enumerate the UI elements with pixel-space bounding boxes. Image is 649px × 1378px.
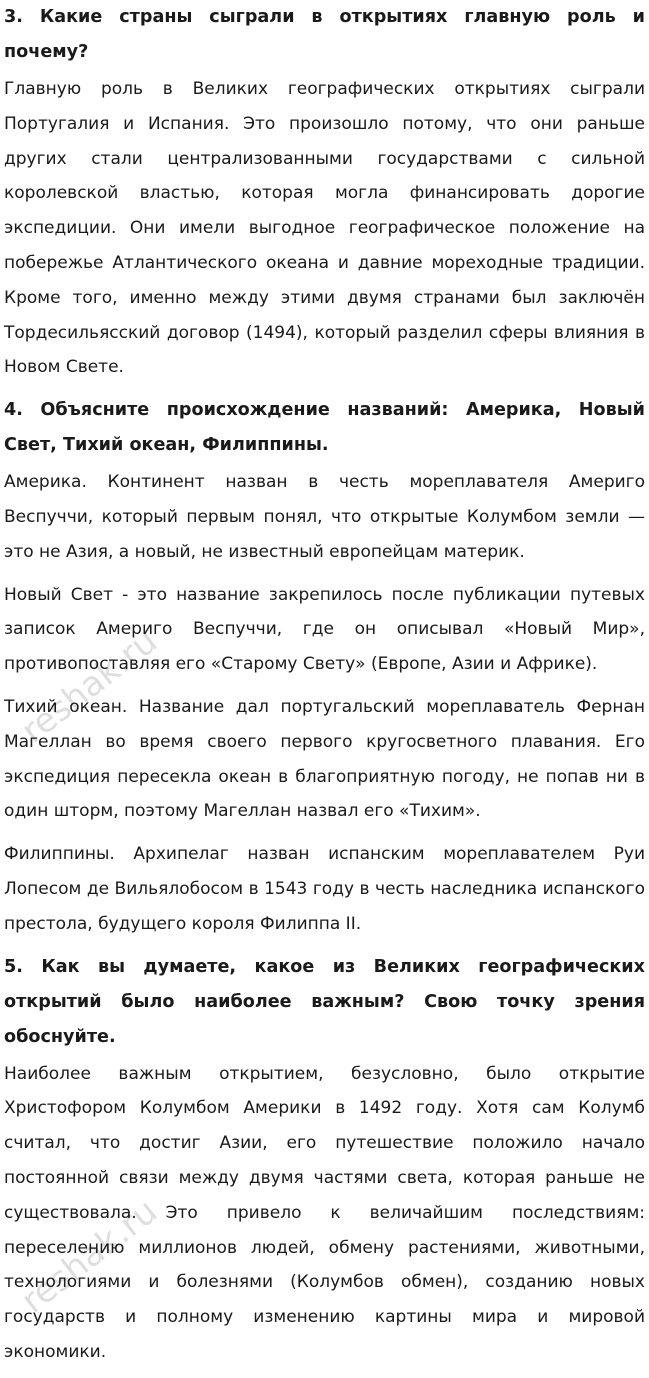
question-heading: 4. Объясните происхождение названий: Америка, Новый Свет, Тихий океан, Филиппины. (4, 400, 645, 456)
answer-paragraph: Новый Свет - это название закрепилось после публикации путевых записок Америго Веспуччи, где он описывал «Новый Мир», противопоставляя его «Старому Свету» (Европе, Азии и Африке). (4, 584, 645, 675)
watermark: reshak.ru (14, 621, 165, 752)
answer-paragraph: Филиппины. Архипелаг назван испанским мореплавателем Руи Лопесом де Вильялобосом в 1543 году в честь наследника испанского престола, будущего короля Филиппа II. (4, 844, 645, 934)
answer-paragraph: Главную роль в Великих географических открытиях сыграли Португалия и Испания. Это произошло потому, что они раньше других стали централизованными государствами с сильной королевской властью, которая могла финансировать дорогие экспедиции. Они имели выгодное географическое положение на побережье Атлантического океана и давние мореходные традиции. Кроме того, именно между этими двумя странами был заключён Тордесильясский договор (1494), который разделил сферы влияния в Новом Свете. (4, 79, 645, 378)
answer-paragraph: Америка. Континент назван в честь мореплавателя Америго Веспуччи, который первым понял, что открытые Колумбом земли — это не Азия, а новый, не известный европейцам материк. (4, 472, 645, 562)
section-5 (4, 950, 645, 1370)
watermark: reshak.ru (14, 1191, 165, 1322)
section-4 (4, 393, 645, 941)
question-heading: 3. Какие страны сыграли в открытиях главную роль и почему? (4, 7, 645, 62)
document-page (4, 0, 645, 1378)
answer-paragraph: Наиболее важным открытием, безусловно, было открытие Христофором Колумбом Америки в 1492 году. Хотя сам Колумб считал, что достиг Азии, его путешествие положило начало постоянной связи между двумя частями света, которая раньше не существовала. Это привело к величайшим последствиям: переселению миллионов людей, обмену растениями, животными, технологиями и болезнями (Колумбов обмен), созданию новых государств и полному изменению картины мира и мировой экономики. (4, 1063, 645, 1362)
question-heading: 5. Как вы думаете, какое из Великих географических открытий было наиболее важным? Свою точку зрения обоснуйте. (4, 956, 645, 1047)
section-3 (4, 0, 645, 385)
answer-paragraph: Тихий океан. Название дал португальский мореплаватель Фернан Магеллан во время своего первого кругосветного плавания. Его экспедиция пересекла океан в благоприятную погоду, не попав ни в один шторм, поэтому Магеллан назвал его «Тихим». (4, 696, 645, 822)
